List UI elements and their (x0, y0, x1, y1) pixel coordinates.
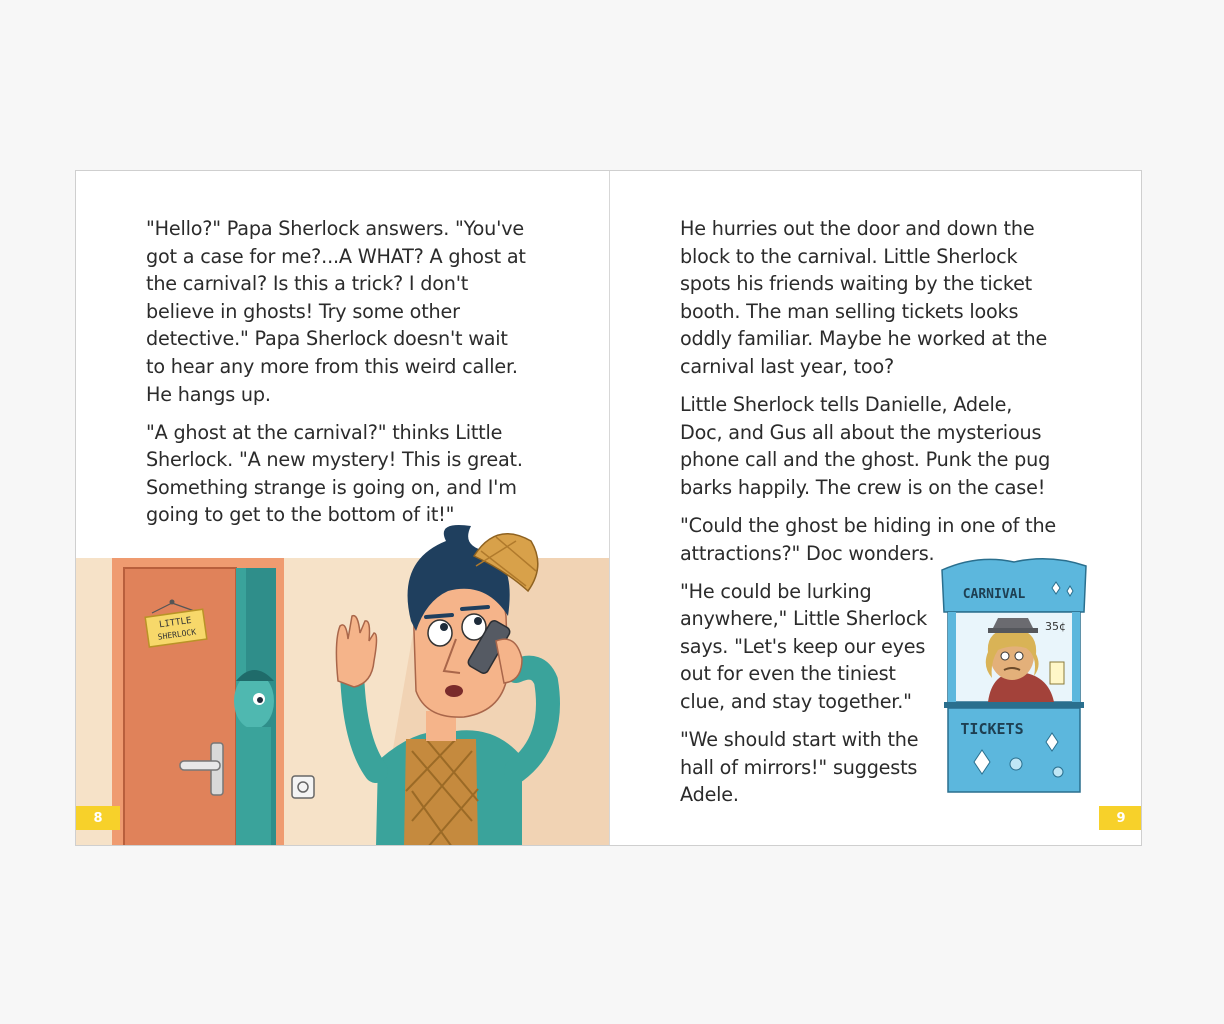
booth-panel-label: TICKETS (960, 720, 1024, 738)
book-spread (75, 170, 1142, 846)
paragraph: "He could be lurking anywhere," Little Sherlock says. "Let's keep our eyes out for even the tiniest clue, and stay together." (680, 579, 928, 713)
paragraph: "Could the ghost be hiding in one of the attractions?" Doc wonders. (680, 513, 1057, 565)
light-switch-icon (292, 776, 314, 798)
booth-sign: CARNIVAL (962, 587, 1026, 602)
paragraph: Little Sherlock tells Danielle, Adele, Doc, and Gus all about the mysterious phone call and the ghost. Punk the pug barks happily. The crew is on the case! (680, 393, 1051, 499)
door-sign-line-1: LITTLE (158, 615, 193, 631)
paragraph: He hurries out the door and down the block to the carnival. Little Sherlock spots his friends waiting by the ticket booth. The man selling tickets looks oddly familiar. Maybe he worked at the carnival last year, too? (680, 217, 1048, 378)
ticket-booth (938, 556, 1090, 796)
right-page (610, 171, 1142, 845)
paragraph: "A ghost at the carnival?" thinks Little Sherlock. "A new mystery! This is great. Something strange is going on, and I'm going to get to the bottom of it!" (146, 420, 523, 527)
page-number: 9 (1099, 806, 1142, 830)
papa-sherlock-phone-illustration (76, 521, 609, 846)
door-sign-line-2: SHERLOCK (157, 627, 197, 642)
paragraph: "We should start with the hall of mirrors!" suggests Adele. (680, 728, 919, 807)
paragraph: "Hello?" Papa Sherlock answers. "You've got a case for me?...A WHAT? A ghost at the carnival? Is this a trick? I don't believe in ghosts! Try some other detective." Papa Sherlock doesn't wait to hear any more from this weird caller. He hangs up. (146, 217, 526, 406)
booth-price: 35¢ (1045, 620, 1066, 633)
left-page-text (146, 215, 526, 540)
left-page (76, 171, 609, 845)
page-number: 8 (76, 806, 120, 830)
